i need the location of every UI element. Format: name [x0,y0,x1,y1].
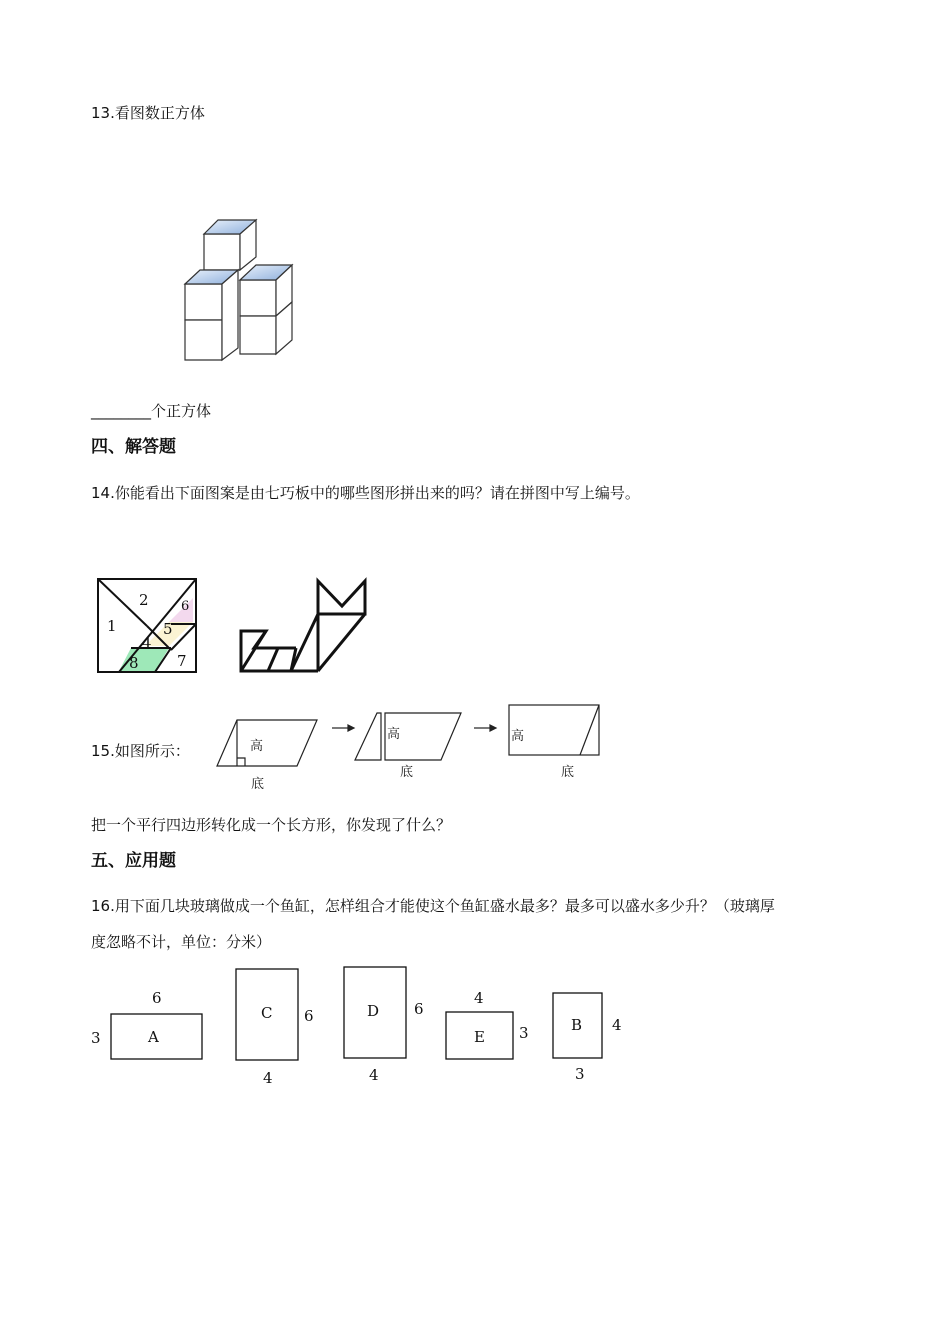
answer-blank[interactable]: ________ [91,402,151,420]
glass-pieces-figure [85,960,635,1090]
tangram-fox-figure [236,576,371,678]
q15-question: 把一个平行四边形转化成一个长方形，你发现了什么？ [91,816,452,834]
label-base-3: 底 [561,765,575,780]
q16-line-1: 16.用下面几块玻璃做成一个鱼缸，怎样组合才能使这个鱼缸盛水最多？最多可以盛水多少升？（玻璃厚 [91,897,775,915]
glass-top-a: 6 [152,989,162,1007]
tangram-label-6: 6 [181,599,190,614]
glass-name-e: E [474,1028,485,1046]
label-base-1: 底 [251,777,265,792]
glass-name-b: B [571,1016,583,1034]
tangram-label-2: 2 [139,591,149,609]
label-base-2: 底 [400,765,414,780]
tangram-label-1: 1 [107,617,117,635]
q15-title: 15.如图所示： [91,742,190,760]
glass-side-b: 4 [612,1016,622,1034]
q16-line-2: 度忽略不计，单位：分米） [91,933,272,951]
cube-stack-figure [180,212,300,367]
section-5-heading: 五、应用题 [91,851,176,871]
glass-side-c: 6 [304,1007,314,1025]
glass-top-e: 4 [474,989,484,1007]
glass-side-a: 3 [91,1029,101,1047]
label-height-1: 高 [250,739,264,754]
glass-name-a: A [148,1028,159,1046]
q13-answer-line [91,401,211,421]
glass-side-e: 3 [519,1024,529,1042]
label-height-2: 高 [387,727,401,742]
label-height-3: 高 [511,729,525,744]
q14-title: 14.你能看出下面图案是由七巧板中的哪些图形拼出来的吗？请在拼图中写上编号。 [91,484,640,502]
tangram-label-5: 5 [163,620,173,638]
glass-bottom-d: 4 [369,1066,379,1084]
glass-name-c: C [261,1004,273,1022]
tangram-square-figure [95,576,200,678]
glass-bottom-c: 4 [263,1069,273,1087]
section-4-heading: 四、解答题 [91,437,176,457]
glass-name-d: D [367,1002,380,1020]
glass-side-d: 6 [414,1000,424,1018]
answer-suffix: 个正方体 [151,402,212,420]
q13-title: 13.看图数正方体 [91,104,205,122]
tangram-label-4: 4 [142,634,152,652]
tangram-label-8: 8 [129,654,139,672]
tangram-label-7: 7 [177,652,187,670]
glass-bottom-b: 3 [575,1065,585,1083]
parallelogram-transform-figure [215,700,610,795]
